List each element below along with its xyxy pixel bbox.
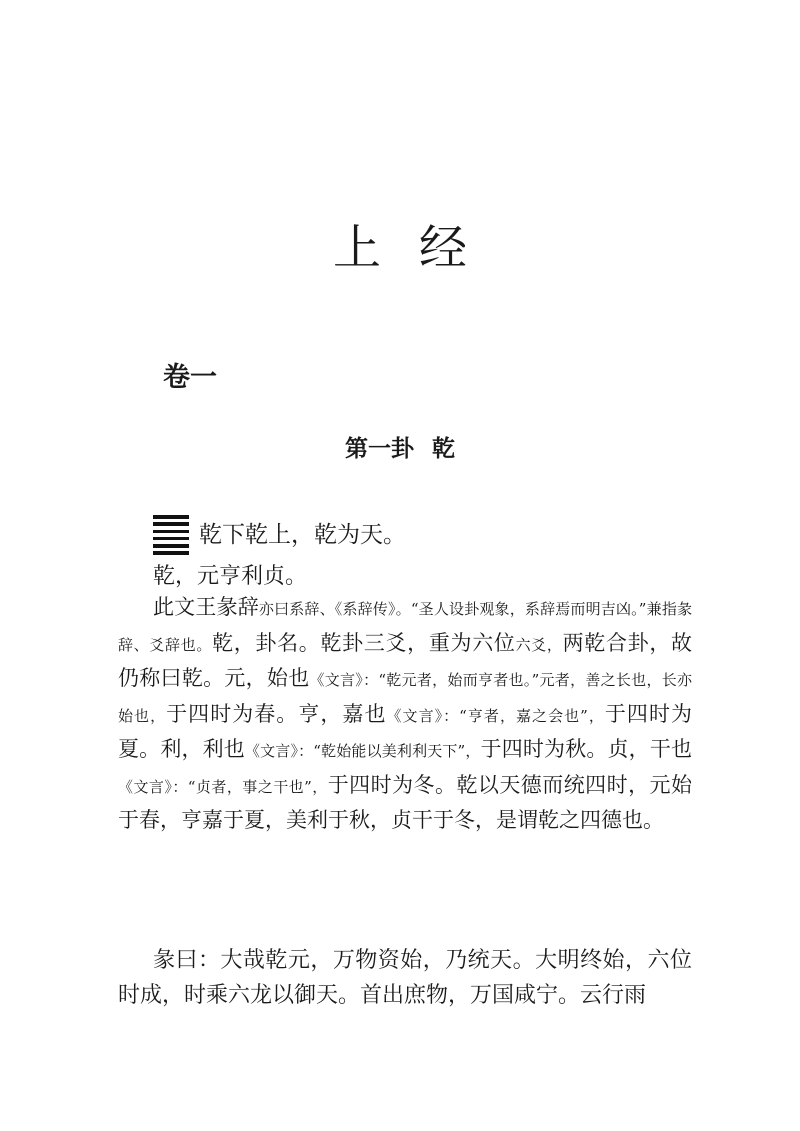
volume-title: 卷一 <box>163 362 217 393</box>
part-title: 上经 <box>332 220 505 276</box>
yang-line <box>153 530 189 534</box>
commentary-annotation: 《文言》：“乾元者，始而亨者也。”元者，善之长也，长亦始也， <box>118 671 692 725</box>
commentary-main-text: 此文王彖辞 <box>153 595 259 619</box>
commentary-annotation: 《文言》：“贞者，事之干也”， <box>118 777 328 796</box>
commentary-main-text: 于四时为春。亨，嘉也 <box>166 701 387 726</box>
yang-line <box>153 544 189 548</box>
yang-line <box>153 522 189 526</box>
commentary-main-text: 两乾合卦，故仍称曰乾。元，始也 <box>118 630 692 690</box>
judgment-text: 乾，元亨利贞。 <box>153 564 308 589</box>
tuan-paragraph: 彖曰：大哉乾元，万物资始，乃统天。大明终始，六位时成，时乘六龙以御天。首出庶物，万国咸宁。云行雨 <box>118 948 692 1008</box>
commentary-annotation: 《文言》：“乾始能以美利利天下”， <box>244 742 481 760</box>
yang-line <box>153 515 189 519</box>
yang-line <box>153 537 189 541</box>
hexagram-symbol-line <box>153 515 406 555</box>
hexagram-trigram-text: 乾下乾上，乾为天。 <box>199 522 406 548</box>
hexagram-name: 乾 <box>432 436 455 462</box>
commentary-main-text: 于四时为冬。乾以天德而统四时，元始于春，亨嘉于夏，美利于秋，贞干于冬，是谓乾之四德也。 <box>118 772 693 832</box>
commentary-annotation: 六爻， <box>515 635 563 654</box>
commentary-annotation: 亦曰系辞、《系辞传》。“圣人设卦观象，系辞焉而明吉凶。”兼指彖辞、爻辞也。 <box>118 600 693 654</box>
commentary-main-text: 乾，卦名。乾卦三爻，重为六位 <box>212 630 516 655</box>
commentary-paragraph <box>118 591 692 838</box>
yang-line <box>153 551 189 555</box>
commentary-main-text: 于四时为秋。贞，干也 <box>480 737 692 761</box>
hexagram-qian-icon <box>153 515 189 555</box>
commentary-main-text: 于四时为夏。利，利也 <box>118 701 693 761</box>
hexagram-heading <box>0 432 800 466</box>
commentary-annotation: 《文言》：“亨者，嘉之会也”， <box>386 706 605 725</box>
hexagram-number: 第一卦 <box>345 436 414 462</box>
